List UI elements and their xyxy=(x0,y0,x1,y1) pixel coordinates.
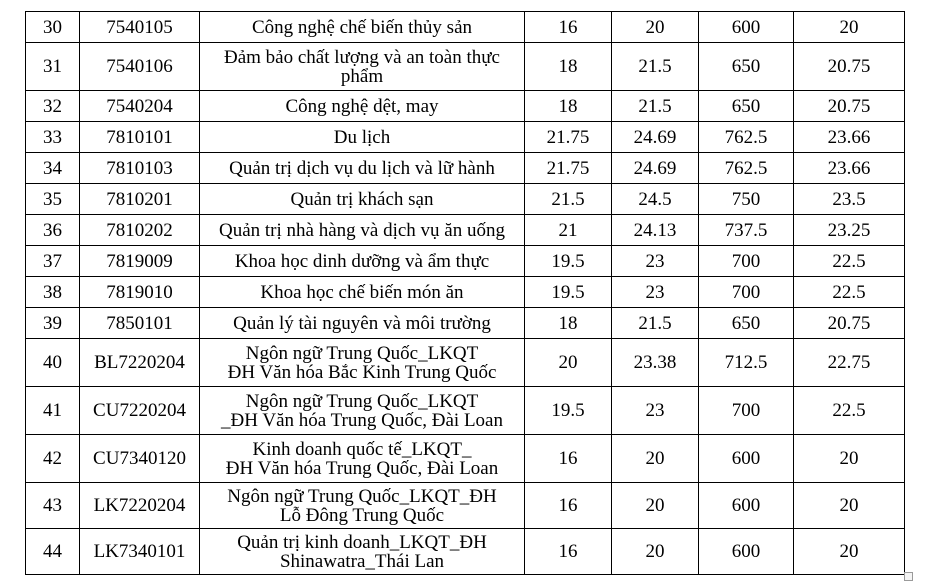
major-name-line: Quản lý tài nguyên và môi trường xyxy=(233,312,491,334)
cell-stt: 30 xyxy=(26,12,80,43)
cell-score-1: 18 xyxy=(525,308,612,339)
cell-major-code: 7540106 xyxy=(80,43,200,91)
major-name-line: Kinh doanh quốc tế_LKQT_ xyxy=(252,438,472,460)
cell-score-2: 20 xyxy=(612,12,699,43)
cell-score-2: 20 xyxy=(612,483,699,529)
cell-major-name xyxy=(200,215,525,246)
cell-score-3: 600 xyxy=(699,435,794,483)
cell-major-name xyxy=(200,12,525,43)
cell-score-1: 21.75 xyxy=(525,122,612,153)
cell-score-2: 24.13 xyxy=(612,215,699,246)
table-row xyxy=(26,277,905,308)
cell-major-code: LK7220204 xyxy=(80,483,200,529)
major-name-line: Lỗ Đông Trung Quốc xyxy=(279,504,445,526)
cell-major-name xyxy=(200,483,525,529)
cell-stt: 44 xyxy=(26,529,80,575)
cell-score-1: 20 xyxy=(525,339,612,387)
major-name-line: Ngôn ngữ Trung Quốc_LKQT xyxy=(245,342,479,364)
major-name-line: ĐH Văn hóa Trung Quốc, Đài Loan xyxy=(225,457,499,479)
cell-major-name xyxy=(200,308,525,339)
cell-score-2: 21.5 xyxy=(612,308,699,339)
cell-score-2: 23.38 xyxy=(612,339,699,387)
major-name-line: Shinawatra_Thái Lan xyxy=(279,550,445,572)
major-name-line: Công nghệ dệt, may xyxy=(285,95,439,117)
cell-major-name xyxy=(200,122,525,153)
cell-score-4: 20 xyxy=(794,12,905,43)
cell-major-name xyxy=(200,153,525,184)
cell-score-3: 712.5 xyxy=(699,339,794,387)
cell-score-3: 700 xyxy=(699,246,794,277)
cell-score-3: 600 xyxy=(699,529,794,575)
table-row xyxy=(26,387,905,435)
table-row xyxy=(26,12,905,43)
cell-score-1: 19.5 xyxy=(525,387,612,435)
cell-score-2: 20 xyxy=(612,435,699,483)
cell-score-2: 20 xyxy=(612,529,699,575)
cell-major-code: BL7220204 xyxy=(80,339,200,387)
major-name-line: Khoa học chế biến món ăn xyxy=(260,281,464,303)
cell-major-code: 7819009 xyxy=(80,246,200,277)
cell-major-code: 7810101 xyxy=(80,122,200,153)
cell-score-1: 16 xyxy=(525,529,612,575)
cell-score-3: 750 xyxy=(699,184,794,215)
major-name-line: Quản trị khách sạn xyxy=(290,188,434,210)
cell-score-3: 700 xyxy=(699,277,794,308)
cell-score-4: 20 xyxy=(794,483,905,529)
cell-score-1: 21.5 xyxy=(525,184,612,215)
table-body xyxy=(26,12,905,575)
cell-major-code: 7540105 xyxy=(80,12,200,43)
cell-major-name xyxy=(200,184,525,215)
cell-stt: 40 xyxy=(26,339,80,387)
table-row xyxy=(26,435,905,483)
cell-major-code: 7819010 xyxy=(80,277,200,308)
cell-major-code: 7810201 xyxy=(80,184,200,215)
cell-stt: 41 xyxy=(26,387,80,435)
cell-score-4: 23.66 xyxy=(794,153,905,184)
cell-stt: 38 xyxy=(26,277,80,308)
admission-score-table xyxy=(25,11,905,575)
cell-major-code: LK7340101 xyxy=(80,529,200,575)
cell-score-4: 20.75 xyxy=(794,43,905,91)
major-name-line: Du lịch xyxy=(333,126,391,148)
table-row xyxy=(26,153,905,184)
cell-score-4: 23.25 xyxy=(794,215,905,246)
table-row xyxy=(26,215,905,246)
major-name-line: Quản trị dịch vụ du lịch và lữ hành xyxy=(229,157,495,179)
major-name-line: Ngôn ngữ Trung Quốc_LKQT xyxy=(245,390,479,412)
cell-stt: 42 xyxy=(26,435,80,483)
major-name-line: Đảm bảo chất lượng và an toàn thực xyxy=(224,46,500,68)
cell-major-code: CU7340120 xyxy=(80,435,200,483)
cell-score-3: 700 xyxy=(699,387,794,435)
major-name-line: phẩm xyxy=(340,65,384,87)
table-row xyxy=(26,339,905,387)
cell-score-3: 737.5 xyxy=(699,215,794,246)
major-name-line: Ngôn ngữ Trung Quốc_LKQT_ĐH xyxy=(227,485,497,507)
cell-score-4: 20.75 xyxy=(794,308,905,339)
cell-score-1: 21.75 xyxy=(525,153,612,184)
major-name-line: Quản trị nhà hàng và dịch vụ ăn uống xyxy=(219,219,505,241)
cell-score-4: 22.5 xyxy=(794,277,905,308)
cell-stt: 37 xyxy=(26,246,80,277)
cell-score-2: 21.5 xyxy=(612,91,699,122)
cell-score-3: 650 xyxy=(699,308,794,339)
cell-stt: 39 xyxy=(26,308,80,339)
cell-stt: 43 xyxy=(26,483,80,529)
resize-handle[interactable] xyxy=(904,572,913,581)
table-row xyxy=(26,246,905,277)
cell-score-4: 20 xyxy=(794,435,905,483)
cell-score-2: 21.5 xyxy=(612,43,699,91)
cell-score-4: 22.5 xyxy=(794,246,905,277)
major-name-line: ĐH Văn hóa Bắc Kinh Trung Quốc xyxy=(227,361,497,383)
cell-score-1: 21 xyxy=(525,215,612,246)
cell-score-1: 18 xyxy=(525,91,612,122)
cell-score-1: 18 xyxy=(525,43,612,91)
cell-score-3: 650 xyxy=(699,43,794,91)
cell-score-1: 19.5 xyxy=(525,277,612,308)
cell-score-4: 23.66 xyxy=(794,122,905,153)
cell-stt: 34 xyxy=(26,153,80,184)
cell-stt: 33 xyxy=(26,122,80,153)
cell-major-name xyxy=(200,91,525,122)
major-name-line: Quản trị kinh doanh_LKQT_ĐH xyxy=(237,531,487,553)
cell-score-1: 16 xyxy=(525,435,612,483)
cell-score-1: 19.5 xyxy=(525,246,612,277)
table-row xyxy=(26,43,905,91)
table-row xyxy=(26,529,905,575)
cell-score-1: 16 xyxy=(525,12,612,43)
major-name-line: Khoa học dinh dưỡng và ẩm thực xyxy=(234,250,490,272)
cell-major-code: 7810202 xyxy=(80,215,200,246)
cell-stt: 31 xyxy=(26,43,80,91)
cell-score-1: 16 xyxy=(525,483,612,529)
cell-score-3: 600 xyxy=(699,483,794,529)
cell-major-name xyxy=(200,387,525,435)
major-name-line: Công nghệ chế biến thủy sản xyxy=(251,16,473,38)
cell-score-2: 23 xyxy=(612,277,699,308)
cell-score-4: 23.5 xyxy=(794,184,905,215)
cell-major-name xyxy=(200,277,525,308)
cell-score-2: 23 xyxy=(612,246,699,277)
table-row xyxy=(26,308,905,339)
table-row xyxy=(26,91,905,122)
cell-stt: 36 xyxy=(26,215,80,246)
cell-score-3: 600 xyxy=(699,12,794,43)
table-row xyxy=(26,483,905,529)
cell-major-name xyxy=(200,435,525,483)
cell-score-2: 24.69 xyxy=(612,122,699,153)
cell-score-2: 24.5 xyxy=(612,184,699,215)
cell-major-code: 7810103 xyxy=(80,153,200,184)
cell-score-4: 20 xyxy=(794,529,905,575)
cell-major-name xyxy=(200,43,525,91)
cell-score-4: 22.75 xyxy=(794,339,905,387)
cell-major-code: CU7220204 xyxy=(80,387,200,435)
cell-major-name xyxy=(200,529,525,575)
cell-major-name xyxy=(200,339,525,387)
major-name-line: _ĐH Văn hóa Trung Quốc, Đài Loan xyxy=(221,409,503,431)
cell-score-2: 24.69 xyxy=(612,153,699,184)
cell-major-code: 7850101 xyxy=(80,308,200,339)
table-row xyxy=(26,122,905,153)
cell-score-3: 762.5 xyxy=(699,153,794,184)
table-row xyxy=(26,184,905,215)
cell-stt: 35 xyxy=(26,184,80,215)
cell-stt: 32 xyxy=(26,91,80,122)
cell-score-3: 762.5 xyxy=(699,122,794,153)
cell-score-2: 23 xyxy=(612,387,699,435)
cell-score-3: 650 xyxy=(699,91,794,122)
cell-score-4: 20.75 xyxy=(794,91,905,122)
cell-major-code: 7540204 xyxy=(80,91,200,122)
cell-major-name xyxy=(200,246,525,277)
cell-score-4: 22.5 xyxy=(794,387,905,435)
